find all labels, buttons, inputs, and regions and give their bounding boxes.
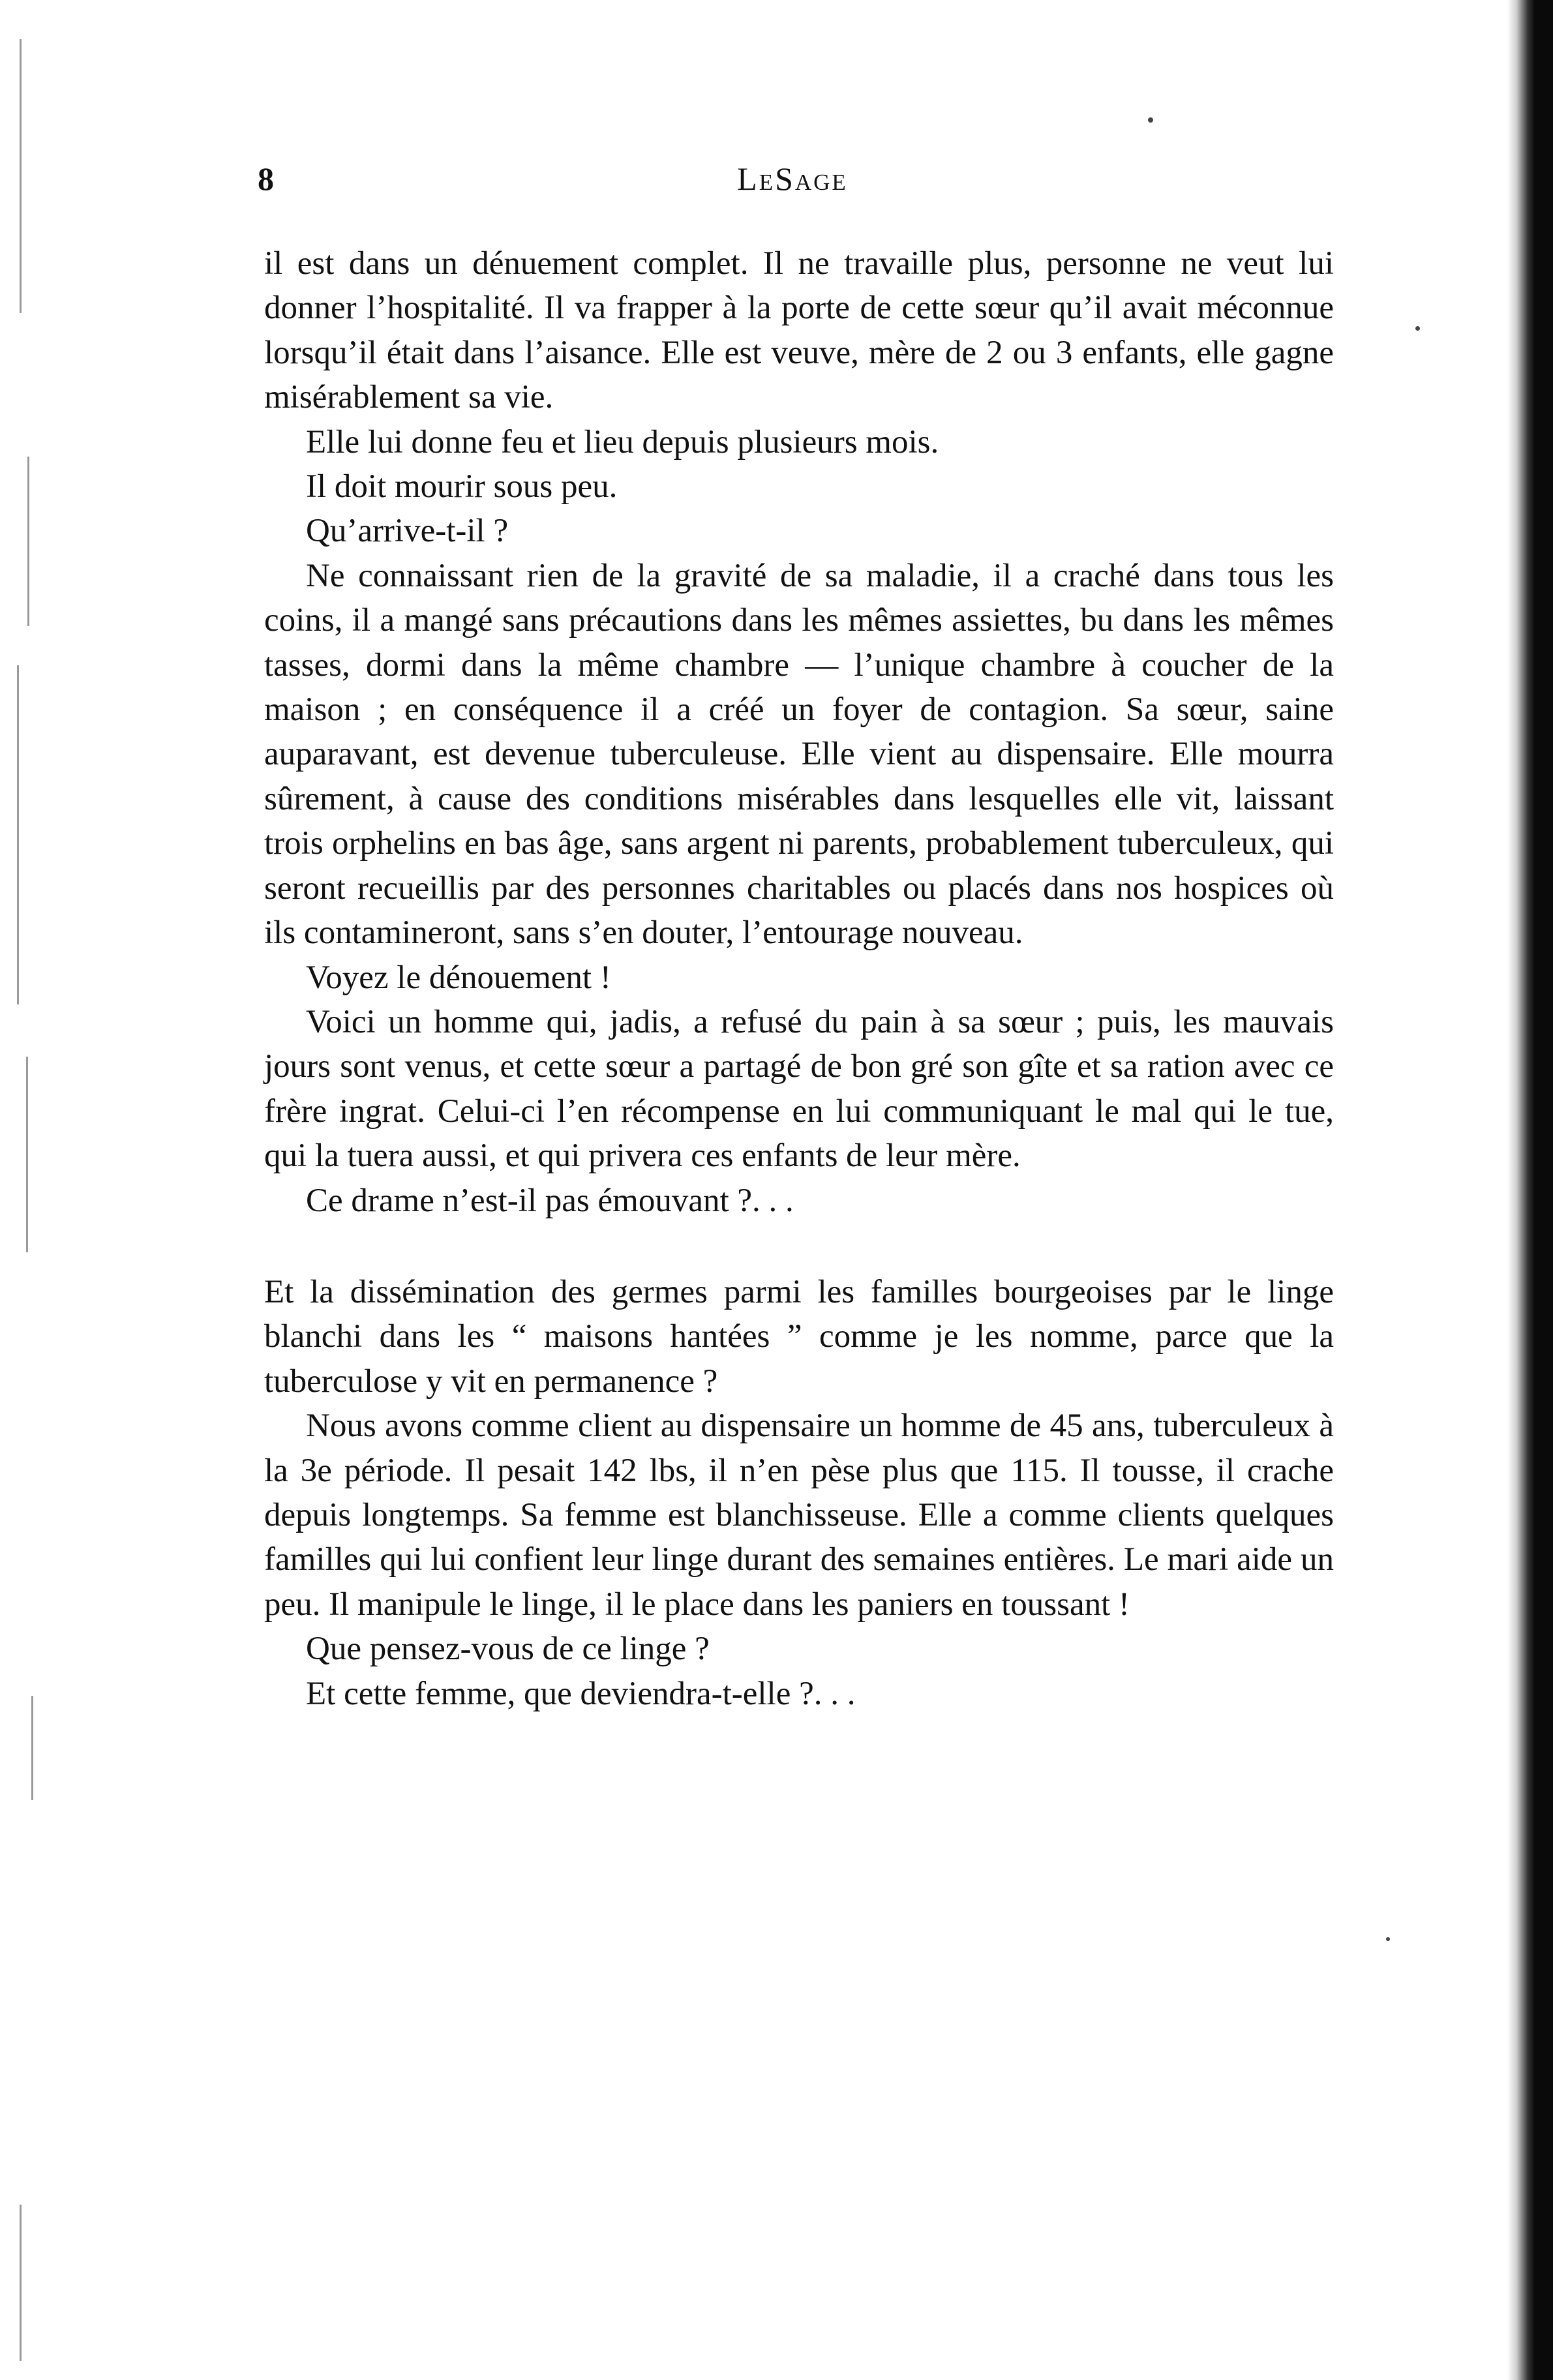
body-text (264, 241, 1334, 1716)
running-head (258, 160, 1327, 205)
paragraph: Ce drame n’est-il pas émouvant ?. . . (306, 1182, 794, 1219)
paragraph: Voyez le dénouement ! (306, 959, 611, 996)
paragraph: Et la dissémination des germes parmi les familles bourgeoises par le linge blanchi dans les “ maisons hantées ” comme je les nomme, parce que la tuberculose y vit en permanence ? (264, 1273, 1334, 1400)
paragraph: Qu’arrive-t-il ? (306, 513, 509, 550)
paragraph: Elle lui donne feu et lieu depuis plusieurs mois. (306, 423, 939, 460)
scan-speck (1386, 1937, 1390, 1941)
paragraph: Voici un homme qui, jadis, a refusé du pain à sa sœur ; puis, les mauvais jours sont venus, et cette sœur a partagé de bon gré son gîte et sa ration avec ce frère ingrat. Celui-ci l’en récompense en lui communiquant le mal qui le tue, qui la tuera aussi, et qui privera ces enfants de leur mère. (264, 1003, 1334, 1175)
paragraph: Et cette femme, que deviendra-t-elle ?. . . (306, 1675, 856, 1712)
scan-speck (1415, 326, 1420, 331)
paragraph: Il doit mourir sous peu. (306, 468, 618, 505)
paragraph: Nous avons comme client au dispensaire un homme de 45 ans, tuberculeux à la 3e période. Il pesait 142 lbs, il n’en pèse plus que 115. Il tousse, il crache depuis longtemps. Sa femme est blanchisseuse. Elle a comme clients quelques familles qui lui confient leur linge durant des semaines entières. Le mari aide un peu. Il manipule le linge, il le place dans les paniers en toussant ! (264, 1408, 1334, 1623)
paragraph: Que pensez-vous de ce linge ? (306, 1631, 710, 1668)
scan-speck (1148, 117, 1153, 123)
paragraph: Ne connaissant rien de la gravité de sa maladie, il a craché dans tous les coins, il a mangé sans précautions dans les mêmes assiettes, bu dans les mêmes tasses, dormi dans la même chambre — l’unique chambre à coucher de la maison ; en conséquence il a créé un foyer de contagion. Sa sœur, saine auparavant, est devenue tuberculeuse. Elle vient au dispensaire. Elle mourra sûrement, à cause des conditions misérables dans lesquelles elle vit, laissant trois orphelins en bas âge, sans argent ni parents, probablement tuberculeux, qui seront recueillis par des personnes charitables ou placés dans nos hospices où ils contamineront, sans s’en douter, l’entourage nouveau. (264, 557, 1334, 952)
running-title: LeSage (737, 160, 848, 197)
section-gap (264, 1223, 1334, 1270)
paragraph: il est dans un dénuement complet. Il ne travaille plus, personne ne veut lui donner l’hospitalité. Il va frapper à la porte de cette sœur qu’il avait méconnue lorsqu’il était dans l’aisance. Elle est veuve, mère de 2 ou 3 enfants, elle gagne misérablement sa vie. (264, 245, 1334, 416)
page-number: 8 (258, 160, 274, 197)
scan-right-edge (1507, 0, 1553, 2380)
scan-left-edge (0, 0, 59, 2380)
